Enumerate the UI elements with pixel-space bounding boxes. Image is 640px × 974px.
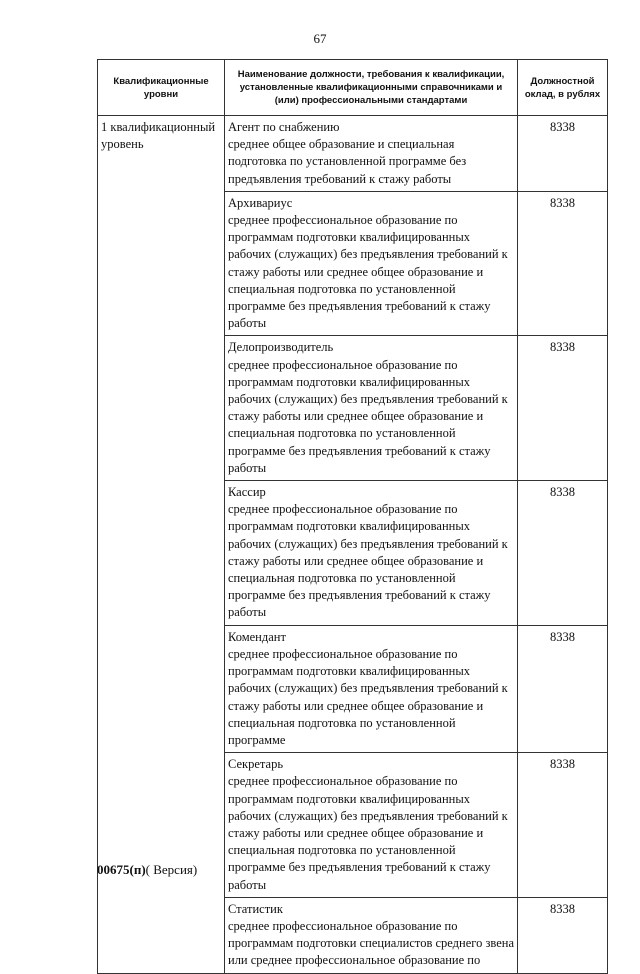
salary-cell: 8338 [518,625,608,752]
job-cell [225,481,518,626]
header-salary: Должностной оклад, в рублях [518,60,608,116]
document-code-number: 00675(п) [97,862,146,877]
job-requirements: среднее профессиональное образование по программам подготовки квалифицированных рабочих (служащих) без предъявления требований к стажу работы или среднее общее образование и специальная подготовка по установленной программе без предъявления требований к стажу работы [228,502,508,620]
job-title: Агент по снабжению [228,120,340,134]
salary-cell: 8338 [518,336,608,481]
job-cell [225,116,518,192]
job-requirements: среднее профессиональное образование по программам подготовки специалистов среднего звена или среднее профессиональное образование по [228,918,515,968]
job-requirements: среднее профессиональное образование по программам подготовки квалифицированных рабочих (служащих) без предъявления требований к стажу работы или среднее общее образование и специальная подготовка по установленной программе без предъявления требований к стажу работы [228,357,508,475]
job-title: Кассир [228,485,266,500]
job-requirements: среднее профессиональное образование по программам подготовки квалифицированных рабочих (служащих) без предъявления требований к стажу работы или среднее общее образование и специальная подготовка по установленной программе без предъявления требований к стажу работы [228,213,508,331]
job-title: Статистик [228,901,283,916]
salary-cell: 8338 [518,191,608,336]
job-cell [225,753,518,898]
salary-cell: 8338 [518,481,608,626]
job-cell [225,625,518,752]
job-cell [225,336,518,481]
document-code [97,862,197,878]
table-header-row [98,60,608,116]
table-row [98,116,608,192]
salary-cell: 8338 [518,753,608,898]
job-title: Делопроизводитель [228,340,334,355]
salary-cell: 8338 [518,897,608,973]
job-cell [225,191,518,336]
qualification-table [97,59,608,974]
page-number: 67 [313,31,327,46]
header-level: Квалификационные уровни [98,60,225,116]
job-title: Секретарь [228,757,284,772]
level-cell: 1 квалификационный уровень [98,116,225,974]
job-requirements: среднее профессиональное образование по программам подготовки квалифицированных рабочих (служащих) без предъявления требований к стажу работы или среднее общее образование и специальная подготовка по установленной программе без предъявления требований к стажу работы [228,774,508,892]
job-requirements: среднее профессиональное образование по программам подготовки квалифицированных рабочих (служащих) без предъявления требований к стажу работы или среднее общее образование и специальная подготовка по установленной программе [228,646,508,747]
job-title: Архивариус [228,195,293,210]
job-requirements: среднее общее образование и специальная подготовка по установленной программе без предъявления требований к стажу работы [228,137,467,186]
job-cell [225,897,518,973]
document-version: ( Версия) [145,862,198,877]
header-position: Наименование должности, требования к квалификации, установленные квалификационными справочниками и (или) профессиональными стандартами [225,60,518,116]
salary-cell: 8338 [518,116,608,192]
job-title: Комендант [228,629,286,644]
